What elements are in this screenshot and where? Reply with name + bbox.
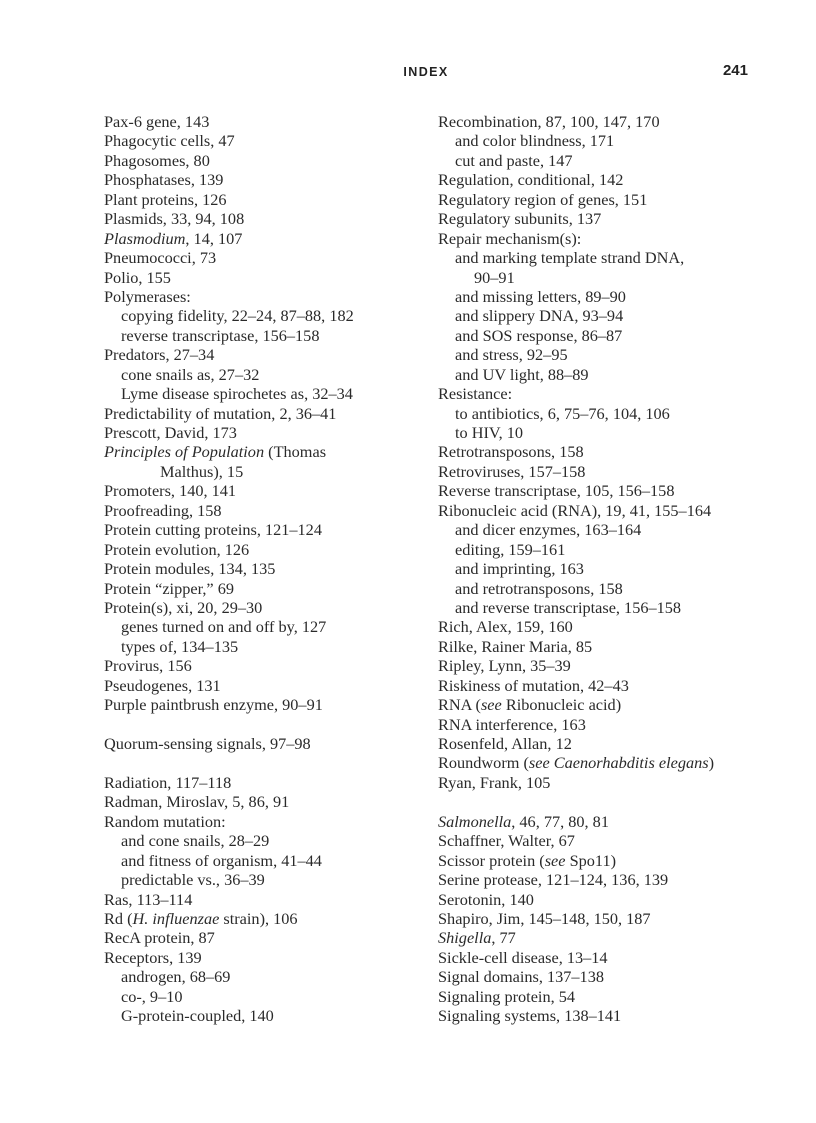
entry-text: and marking template strand DNA,: [455, 248, 685, 268]
entry-text: Ripley, Lynn, 35–39: [438, 656, 571, 676]
entry-text: and slippery DNA, 93–94: [455, 306, 624, 326]
index-letter-break: [104, 715, 424, 734]
index-entry: [104, 734, 424, 753]
index-entry: [104, 792, 424, 811]
entry-text: Schaffner, Walter, 67: [438, 831, 575, 851]
index-entry: [104, 442, 424, 461]
index-subentry: [104, 851, 424, 870]
entry-text: and fitness of organism, 41–44: [121, 850, 322, 870]
index-subentry: [104, 831, 424, 850]
index-entry: [438, 617, 758, 636]
index-entry: [438, 637, 758, 656]
entry-text: Protein evolution, 126: [104, 539, 250, 559]
index-subentry: [104, 870, 424, 889]
entry-text: Ras, 113–114: [104, 889, 193, 909]
index-subentry: [438, 598, 758, 617]
entry-text: Polymerases:: [104, 286, 191, 306]
index-entry: [438, 209, 758, 228]
entry-text: Phagocytic cells, 47: [104, 131, 235, 151]
index-subentry: [104, 637, 424, 656]
index-entry: [104, 812, 424, 831]
entry-text: 90–91: [474, 267, 515, 287]
entry-text-prefix: Roundworm (: [438, 753, 529, 773]
index-entry: [438, 676, 758, 695]
index-subentry: [104, 617, 424, 636]
entry-text: Ribonucleic acid): [501, 695, 622, 715]
index-entry: [438, 462, 758, 481]
entry-text: Predators, 27–34: [104, 345, 215, 365]
index-subentry: [438, 248, 758, 267]
index-subentry: [104, 967, 424, 986]
entry-text-prefix: RNA (: [438, 695, 481, 715]
entry-text: and dicer enzymes, 163–164: [455, 520, 642, 540]
entry-text: and missing letters, 89–90: [455, 286, 626, 306]
index-column-right: [438, 112, 758, 1026]
entry-text: Sickle-cell disease, 13–14: [438, 947, 608, 967]
entry-text: (Thomas: [264, 442, 327, 462]
entry-text-italic: H. influenzae: [132, 908, 220, 928]
index-entry: [104, 540, 424, 559]
entry-text: Protein cutting proteins, 121–124: [104, 520, 322, 540]
index-entry: [438, 1006, 758, 1025]
entry-text: Shapiro, Jim, 145–148, 150, 187: [438, 908, 651, 928]
index-entry: [438, 190, 758, 209]
index-entry: [104, 579, 424, 598]
entry-text: and retrotransposons, 158: [455, 578, 623, 598]
entry-text: Ribonucleic acid (RNA), 19, 41, 155–164: [438, 500, 712, 520]
entry-text: Spo11): [565, 850, 617, 870]
entry-text: Plant proteins, 126: [104, 189, 227, 209]
index-entry: [438, 831, 758, 850]
index-entry: [104, 909, 424, 928]
index-entry: [104, 112, 424, 131]
index-entry: [438, 715, 758, 734]
index-entry: [104, 209, 424, 228]
index-subentry: [438, 423, 758, 442]
entry-text: Phosphatases, 139: [104, 170, 224, 190]
entry-text: co-, 9–10: [121, 986, 183, 1006]
entry-text: G-protein-coupled, 140: [121, 1006, 274, 1026]
entry-text: Signaling protein, 54: [438, 986, 576, 1006]
entry-text: Ryan, Frank, 105: [438, 772, 551, 792]
index-entry: [438, 695, 758, 714]
entry-text: Malthus), 15: [160, 461, 244, 481]
entry-text: RNA interference, 163: [438, 714, 586, 734]
index-entry: [438, 656, 758, 675]
index-subentry: [438, 579, 758, 598]
entry-text: Protein(s), xi, 20, 29–30: [104, 597, 263, 617]
entry-text: Resistance:: [438, 384, 513, 404]
index-entry: [438, 870, 758, 889]
entry-text: and stress, 92–95: [455, 345, 568, 365]
entry-text: to HIV, 10: [455, 423, 523, 442]
index-subentry: [104, 987, 424, 1006]
index-entry: [104, 501, 424, 520]
entry-text: reverse transcriptase, 156–158: [121, 325, 320, 345]
entry-text: Regulatory subunits, 137: [438, 209, 602, 229]
index-subentry: [438, 365, 758, 384]
entry-text: Rosenfeld, Allan, 12: [438, 734, 572, 753]
entry-text: Rich, Alex, 159, 160: [438, 617, 573, 637]
index-entry: [104, 598, 424, 617]
index-entry: [438, 909, 758, 928]
index-subentry: [438, 268, 758, 287]
index-entry: [438, 851, 758, 870]
entry-text: Retroviruses, 157–158: [438, 461, 586, 481]
index-subentry: [104, 326, 424, 345]
index-entry: [104, 287, 424, 306]
index-entry: [104, 190, 424, 209]
entry-text: Receptors, 139: [104, 947, 202, 967]
entry-text-italic: see: [480, 695, 502, 715]
index-entry: [438, 890, 758, 909]
index-entry: [104, 131, 424, 150]
entry-text: Protein modules, 134, 135: [104, 559, 276, 579]
entry-text: Provirus, 156: [104, 656, 192, 676]
index-entry: [104, 928, 424, 947]
entry-text-italic: Shigella: [438, 928, 492, 948]
index-subentry: [438, 306, 758, 325]
entry-text: Prescott, David, 173: [104, 423, 237, 442]
index-subentry: [438, 520, 758, 539]
entry-text: Signaling systems, 138–141: [438, 1006, 622, 1026]
entry-text-italic: see Caenorhabditis elegans: [528, 753, 709, 773]
entry-text-italic: Principles of Population: [104, 442, 265, 462]
entry-text-italic: see: [544, 850, 566, 870]
entry-text-italic: Salmonella: [438, 811, 512, 831]
entry-text: types of, 134–135: [121, 636, 239, 656]
index-entry: [104, 345, 424, 364]
index-subentry: [104, 306, 424, 325]
index-entry: [104, 268, 424, 287]
entry-text: ): [708, 753, 715, 773]
entry-text: predictable vs., 36–39: [121, 870, 265, 890]
entry-text: Serotonin, 140: [438, 889, 534, 909]
entry-text: Radiation, 117–118: [104, 772, 232, 792]
index-entry: [438, 734, 758, 753]
index-column-left: [104, 112, 424, 1026]
entry-text-prefix: Scissor protein (: [438, 850, 545, 870]
index-entry: [438, 229, 758, 248]
index-entry: [104, 404, 424, 423]
index-entry: [438, 170, 758, 189]
entry-text: Regulation, conditional, 142: [438, 170, 624, 190]
entry-text: and SOS response, 86–87: [455, 325, 623, 345]
index-entry: [104, 676, 424, 695]
entry-text: and UV light, 88–89: [455, 364, 589, 384]
index-subentry: [104, 384, 424, 403]
entry-text: copying fidelity, 22–24, 87–88, 182: [121, 306, 354, 326]
entry-text: Proofreading, 158: [104, 500, 222, 520]
index-subentry: [438, 540, 758, 559]
entry-text: Radman, Miroslav, 5, 86, 91: [104, 792, 290, 812]
index-letter-break: [104, 753, 424, 772]
entry-text: Phagosomes, 80: [104, 150, 210, 170]
entry-text: genes turned on and off by, 127: [121, 617, 327, 637]
entry-text: Serine protease, 121–124, 136, 139: [438, 870, 669, 890]
entry-text: Pax-6 gene, 143: [104, 112, 210, 131]
index-subentry: [104, 1006, 424, 1025]
entry-text-italic: Plasmodium: [104, 228, 186, 248]
index-entry: [438, 773, 758, 792]
entry-text: Promoters, 140, 141: [104, 481, 237, 501]
index-entry: [104, 559, 424, 578]
index-subentry: [104, 462, 424, 481]
entry-text: Rilke, Rainer Maria, 85: [438, 636, 593, 656]
index-entry: [438, 753, 758, 772]
entry-text: Pseudogenes, 131: [104, 675, 221, 695]
entry-text: Lyme disease spirochetes as, 32–34: [121, 384, 353, 404]
entry-text: Retrotransposons, 158: [438, 442, 584, 462]
index-entry: [438, 442, 758, 461]
entry-text: Purple paintbrush enzyme, 90–91: [104, 695, 323, 715]
index-entry: [104, 151, 424, 170]
entry-text: Riskiness of mutation, 42–43: [438, 675, 629, 695]
entry-text: cut and paste, 147: [455, 150, 573, 170]
entry-text: androgen, 68–69: [121, 967, 231, 987]
entry-text: and cone snails, 28–29: [121, 831, 270, 851]
index-entry: [438, 481, 758, 500]
index-subentry: [104, 365, 424, 384]
index-subentry: [438, 151, 758, 170]
index-entry: [438, 928, 758, 947]
entry-text: Signal domains, 137–138: [438, 967, 604, 987]
entry-text: Plasmids, 33, 94, 108: [104, 209, 245, 229]
index-entry: [438, 501, 758, 520]
entry-text: editing, 159–161: [455, 539, 566, 559]
index-entry: [438, 112, 758, 131]
entry-text: strain), 106: [219, 908, 298, 928]
index-entry: [438, 384, 758, 403]
index-entry: [438, 987, 758, 1006]
index-entry: [104, 695, 424, 714]
index-entry: [438, 812, 758, 831]
entry-text: , 46, 77, 80, 81: [511, 811, 609, 831]
running-head-title: INDEX: [403, 65, 449, 79]
index-entry: [104, 423, 424, 442]
index-entry: [104, 656, 424, 675]
entry-text: Quorum-sensing signals, 97–98: [104, 734, 311, 753]
index-entry: [104, 248, 424, 267]
entry-text: , 77: [491, 928, 516, 948]
index-entry: [438, 967, 758, 986]
index-entry: [104, 520, 424, 539]
entry-text: , 14, 107: [185, 228, 243, 248]
entry-text: Regulatory region of genes, 151: [438, 189, 648, 209]
entry-text: Random mutation:: [104, 811, 226, 831]
entry-text: Pneumococci, 73: [104, 248, 217, 268]
entry-text: RecA protein, 87: [104, 928, 215, 948]
entry-text: and imprinting, 163: [455, 559, 584, 579]
index-entry: [104, 481, 424, 500]
entry-text: Predictability of mutation, 2, 36–41: [104, 403, 337, 423]
index-entry: [104, 773, 424, 792]
index-entry: [104, 890, 424, 909]
index-letter-break: [438, 792, 758, 811]
index-entry: [104, 948, 424, 967]
index-subentry: [438, 559, 758, 578]
entry-text: Recombination, 87, 100, 147, 170: [438, 112, 660, 131]
entry-text: to antibiotics, 6, 75–76, 104, 106: [455, 403, 670, 423]
page-header: [104, 62, 748, 84]
index-entry: [104, 229, 424, 248]
index-entry: [104, 170, 424, 189]
entry-text: Reverse transcriptase, 105, 156–158: [438, 481, 675, 501]
entry-text: Protein “zipper,” 69: [104, 578, 235, 598]
index-subentry: [438, 345, 758, 364]
entry-text: Repair mechanism(s):: [438, 228, 582, 248]
entry-text-prefix: Rd (: [104, 908, 133, 928]
index-subentry: [438, 404, 758, 423]
index-subentry: [438, 131, 758, 150]
index-entry: [438, 948, 758, 967]
entry-text: and reverse transcriptase, 156–158: [455, 597, 682, 617]
entry-text: cone snails as, 27–32: [121, 364, 260, 384]
page-number: 241: [722, 62, 748, 79]
entry-text: and color blindness, 171: [455, 131, 615, 151]
index-subentry: [438, 326, 758, 345]
index-subentry: [438, 287, 758, 306]
entry-text: Polio, 155: [104, 267, 171, 287]
